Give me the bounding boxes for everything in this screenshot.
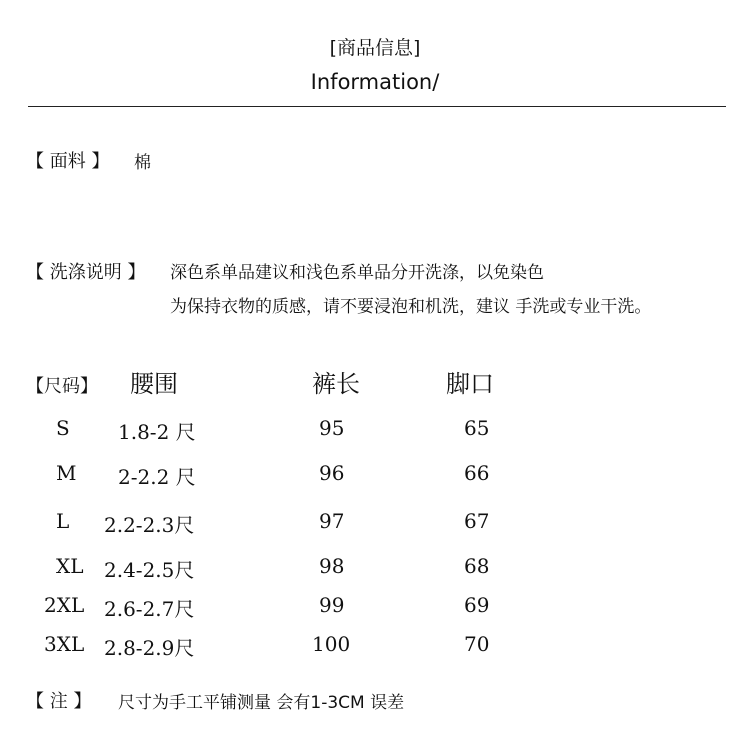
fabric-value: 棉 (134, 153, 151, 173)
row-m-size: M (56, 461, 77, 485)
washing-label: 【 洗涤说明 】 (26, 262, 146, 283)
row-3xl-length: 100 (312, 632, 351, 656)
row-xl-waist: 2.4-2.5尺 (104, 558, 195, 582)
row-s-size: S (56, 416, 70, 440)
row-2xl-hem: 69 (464, 593, 490, 617)
row-xl-hem: 68 (464, 554, 490, 578)
row-xl-size: XL (56, 554, 84, 578)
row-3xl-hem: 70 (464, 632, 490, 656)
note-label: 【 注 】 (26, 691, 92, 712)
header-divider (28, 106, 726, 107)
washing-line-1: 深色系单品建议和浅色系单品分开洗涤，以免染色 (170, 263, 544, 283)
row-s-waist: 1.8-2 尺 (118, 420, 196, 444)
row-m-hem: 66 (464, 461, 490, 485)
row-2xl-waist: 2.6-2.7尺 (104, 597, 195, 621)
row-3xl-size: 3XL (44, 632, 85, 656)
size-label: 【尺码】 (26, 376, 98, 397)
row-m-waist: 2-2.2 尺 (118, 465, 196, 489)
note-text: 尺寸为手工平铺测量 会有1-3CM 误差 (118, 693, 405, 713)
row-2xl-size: 2XL (44, 593, 85, 617)
row-l-hem: 67 (464, 509, 490, 533)
section-title-cn: [商品信息] (329, 37, 421, 59)
column-header-hem: 脚口 (446, 370, 494, 398)
row-2xl-length: 99 (319, 593, 345, 617)
washing-line-2: 为保持衣物的质感，请不要浸泡和机洗，建议 手洗或专业干洗。 (170, 297, 652, 317)
row-3xl-waist: 2.8-2.9尺 (104, 636, 195, 660)
section-title-en: Information/ (310, 70, 440, 94)
row-l-waist: 2.2-2.3尺 (104, 513, 195, 537)
row-s-length: 95 (319, 416, 345, 440)
fabric-label: 【 面料 】 (26, 151, 110, 172)
row-m-length: 96 (319, 461, 345, 485)
row-l-size: L (56, 509, 70, 533)
column-header-length: 裤长 (312, 370, 360, 398)
row-xl-length: 98 (319, 554, 345, 578)
row-s-hem: 65 (464, 416, 490, 440)
row-l-length: 97 (319, 509, 345, 533)
column-header-waist: 腰围 (130, 370, 178, 398)
